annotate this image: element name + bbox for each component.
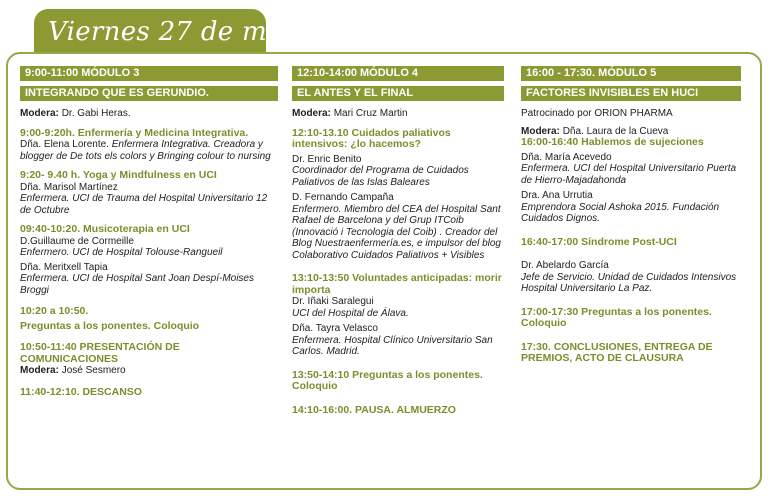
speaker-name: D.Guillaume de Cormeille xyxy=(20,235,134,247)
session-block xyxy=(521,342,741,365)
module-header: 16:00 - 17:30. MÓDULO 5 xyxy=(521,66,741,81)
session-block xyxy=(521,190,741,225)
module-theme: INTEGRANDO QUE ES GERUNDIO. xyxy=(20,86,278,101)
module-5-column xyxy=(521,66,741,373)
session-block xyxy=(521,260,741,295)
speaker-role: Emprendora Social Ashoka 2015. Fundación Cuidados Dignos. xyxy=(521,201,720,224)
closing-title: 17:30. CONCLUSIONES, ENTREGA DE PREMIOS, ACTO DE CLAUSURA xyxy=(521,340,713,364)
session-block xyxy=(292,323,504,358)
speaker-name: Dr. Abelardo García xyxy=(521,260,609,271)
session-title: 10:50-11:40 PRESENTACIÓN DE COMUNICACIONES xyxy=(20,341,180,365)
speaker-role: Enfermera. UCI de Trauma del Hospital Universitario 12 de Octubre xyxy=(20,193,268,216)
session-title: 09:40-10:20. Musicoterapia en UCI xyxy=(20,223,190,235)
module-header: 12:10-14:00 MÓDULO 4 xyxy=(292,66,504,81)
session-title: 12:10-13.10 Cuidados paliativos intensivos: ¿lo hacemos? xyxy=(292,126,451,150)
session-block xyxy=(521,307,741,330)
session-title: 9:00-9:20h. Enfermería y Medicina Integrativa. xyxy=(20,126,249,139)
day-title: Viernes 27 de mayo xyxy=(48,17,314,47)
speaker-name: Dña. María Acevedo xyxy=(521,151,612,163)
session-time: 10:20 a 10:50. xyxy=(20,305,89,317)
session-block xyxy=(292,405,504,417)
module-header: 9:00-11:00 MÓDULO 3 xyxy=(20,66,278,81)
speaker-role: Enfermera. UCI del Hospital Universitario Puerta de Hierro-Majadahonda xyxy=(521,163,737,186)
speaker-role: Enfermera Integrativa. Creadora y blogger de De tots els colors y Bringing colour to nursing xyxy=(20,139,271,162)
session-block xyxy=(521,237,741,249)
session-title: 9:20- 9.40 h. Yoga y Mindfulness en UCI xyxy=(20,169,217,181)
session-title: 16:00-16:40 Hablemos de sujeciones xyxy=(521,136,704,148)
speaker-role: Coordinador del Programa de Cuidados Paliativos de las Islas Baleares xyxy=(292,165,469,188)
speaker-role: Enfermera. UCI de Hospital Sant Joan Despí-Moises Broggi xyxy=(20,273,254,296)
speaker-name: Dr. Enric Benito xyxy=(292,153,362,165)
speaker-name: Dña. Elena Lorente. xyxy=(20,139,109,150)
session-block xyxy=(292,273,504,319)
module-4-column xyxy=(292,66,504,424)
speaker-role: Enfermero. Miembro del CEA del Hospital Sant Rafael de Barcelona y del Grup ITCoib (Innovació i Tecnologia del Coib) . Creador del Blog Nuestraenfermería.es, e impulsor del blog Colaborativo Cuidados Paliativos + Visibles xyxy=(292,203,501,261)
sponsor-line: Patrocinado por ORION PHARMA xyxy=(521,108,673,119)
moderator: Modera: Dr. Gabi Heras. xyxy=(20,108,131,119)
break-title: 11:40-12:10. DESCANSO xyxy=(20,385,142,398)
session-block xyxy=(521,137,741,186)
session-title: 17:00-17:30 Preguntas a los ponentes. Coloquio xyxy=(521,305,712,329)
speaker-name: D. Fernando Campaña xyxy=(292,192,394,203)
session-block xyxy=(292,128,504,189)
speaker-role: Enfermera. Hospital Clínico Universitario San Carlos. Madrid. xyxy=(292,334,493,357)
session-title: 13:10-13:50 Voluntades anticipadas: morir importa xyxy=(292,272,502,296)
speaker-name: Dña. Meritxell Tapia xyxy=(20,261,108,273)
module-3-column xyxy=(20,66,278,406)
session-block xyxy=(20,262,278,297)
speaker-role: UCI del Hospital de Álava. xyxy=(292,307,409,319)
break-title: 14:10-16:00. PAUSA. ALMUERZO xyxy=(292,403,456,416)
speaker-name: Dña. Marisol Martínez xyxy=(20,181,118,193)
session-block xyxy=(292,370,504,393)
day-tab xyxy=(34,9,314,55)
session-block xyxy=(20,387,278,399)
session-block xyxy=(292,192,504,261)
module-theme: EL ANTES Y EL FINAL xyxy=(292,86,504,101)
session-title: Preguntas a los ponentes. Coloquio xyxy=(20,319,200,332)
speaker-name: Dña. Tayra Velasco xyxy=(292,323,378,334)
session-block xyxy=(20,170,278,216)
speaker-role: Jefe de Servicio. Unidad de Cuidados Intensivos Hospital Universitario La Paz. xyxy=(521,271,737,294)
speaker-name: Dr. Iñaki Saralegui xyxy=(292,296,374,307)
session-block: 10:50-11:40 PRESENTACIÓN DE COMUNICACIONES Modera: José Sesmero xyxy=(20,342,278,377)
moderator: Modera: Mari Cruz Martin xyxy=(292,108,408,119)
session-block xyxy=(20,128,278,163)
session-block xyxy=(20,306,278,332)
module-theme: FACTORES INVISIBLES EN HUCI xyxy=(521,86,741,101)
session-block xyxy=(20,224,278,259)
speaker-role: Enfermero. UCI de Hospital Tolouse-Rangueil xyxy=(20,247,223,258)
speaker-name: Dra. Ana Urrutia xyxy=(521,190,593,201)
moderator: Modera: Dña. Laura de la Cueva xyxy=(521,125,669,137)
session-title: 16:40-17:00 Síndrome Post-UCI xyxy=(521,235,677,248)
session-title: 13:50-14:10 Preguntas a los ponentes. Coloquio xyxy=(292,368,483,392)
